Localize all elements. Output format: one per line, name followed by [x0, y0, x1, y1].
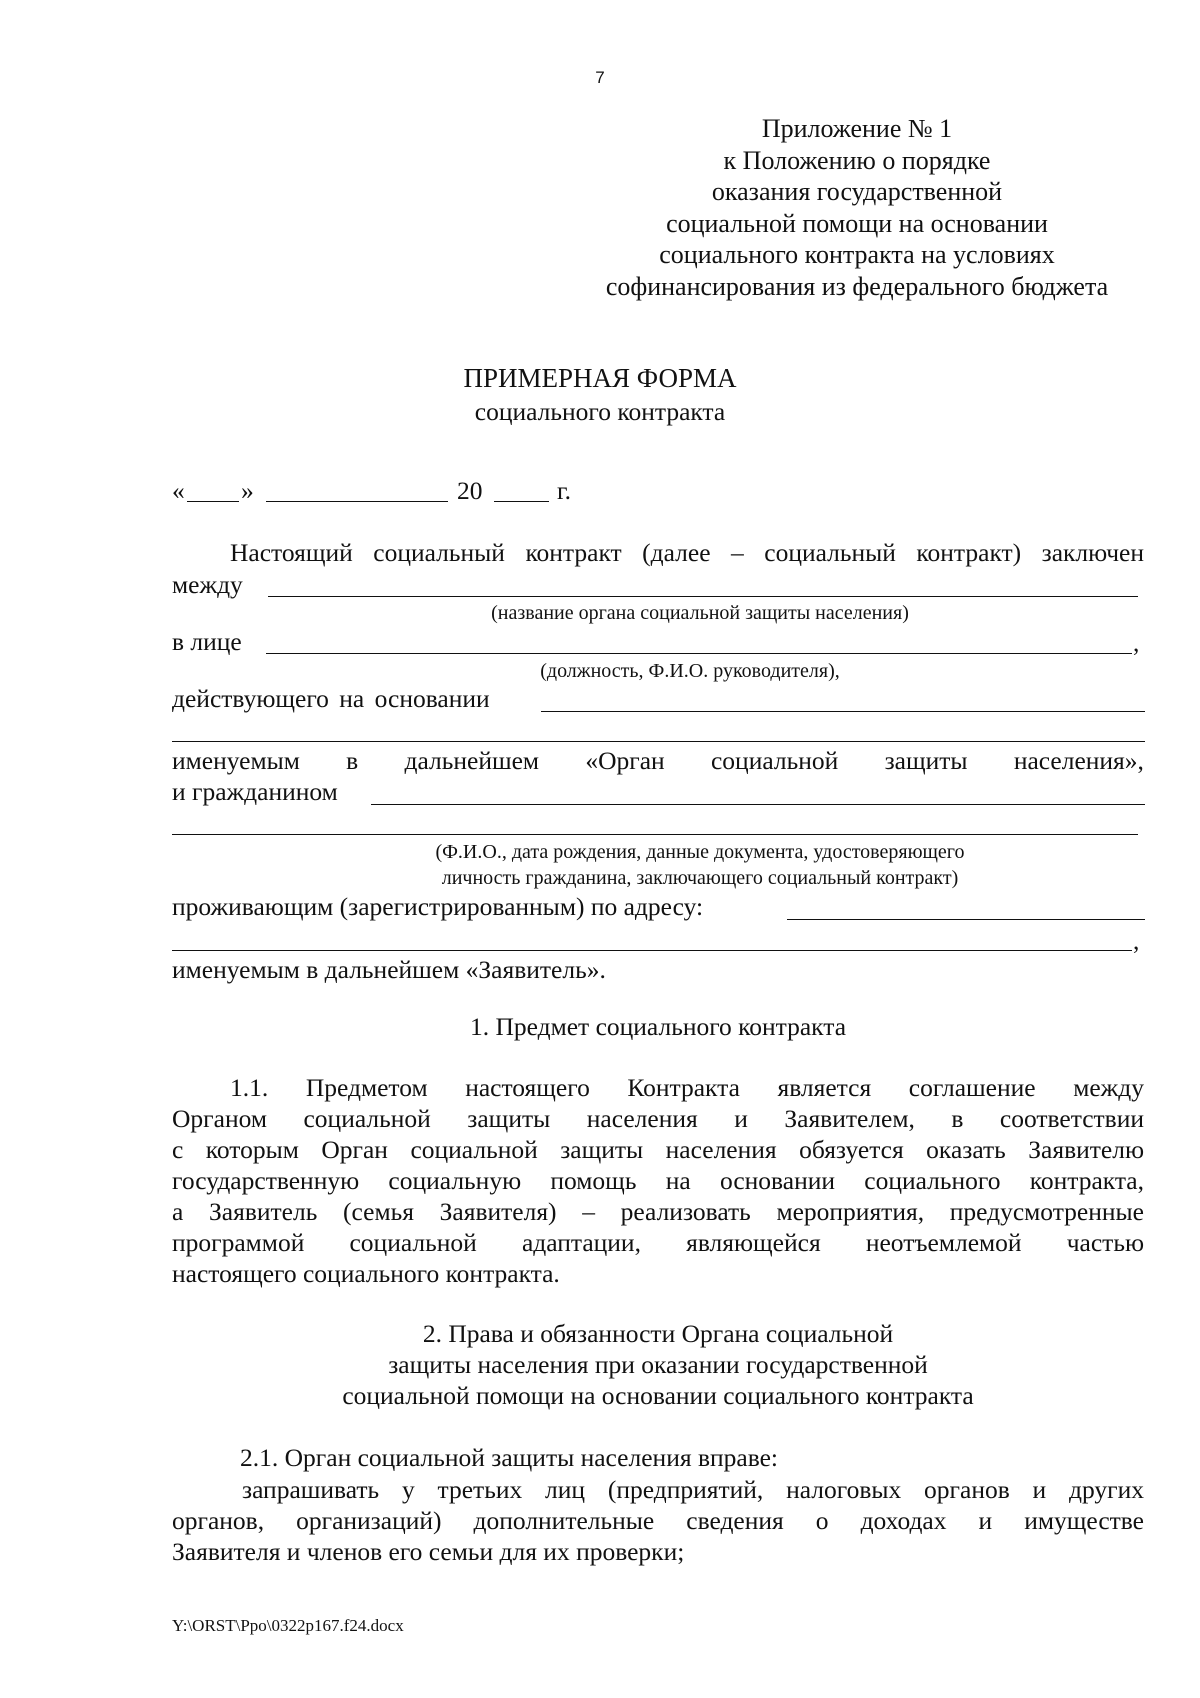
citizen-label: и гражданином — [172, 777, 338, 806]
address-blank[interactable] — [787, 919, 1145, 920]
organ-name-blank[interactable] — [268, 596, 1138, 597]
head-name-hint: (должность, Ф.И.О. руководителя), — [540, 660, 840, 682]
section-1-para-line: 1.1. Предметом настоящего Контракта является соглашение между — [230, 1073, 1144, 1102]
named-organ-word: именуемым — [172, 746, 300, 775]
named-organ-word: защиты — [884, 746, 968, 775]
basis-blank[interactable] — [541, 711, 1145, 712]
appendix-line: социальной помощи на основании — [666, 208, 1048, 238]
appendix-line: социального контракта на условиях — [659, 240, 1055, 269]
date-close-quote: » — [241, 476, 254, 505]
person-comma: , — [1133, 628, 1140, 657]
appendix-line: софинансирования из федерального бюджета — [605, 271, 1109, 301]
clause-2-1-item-line: Заявителя и членов его семьи для их проверки; — [172, 1537, 685, 1566]
basis-label: действующего на основании — [172, 684, 490, 713]
intro-text: Настоящий социальный контракт (далее – социальный контракт) заключен — [230, 538, 1144, 567]
form-title: ПРИМЕРНАЯ ФОРМА — [463, 363, 737, 393]
appendix-block — [560, 113, 1154, 302]
day-blank[interactable] — [187, 501, 239, 502]
section-1-para-line: Органом социальной защиты населения и Заявителем, в соответствии — [172, 1104, 1144, 1133]
named-organ-word: в — [346, 746, 359, 775]
year-suffix: г. — [557, 476, 571, 505]
form-subtitle: социального контракта — [474, 397, 726, 426]
citizen-blank-continuation[interactable] — [172, 834, 1138, 835]
section-2-heading-line: защиты населения при оказании государственной — [388, 1350, 928, 1379]
year-blank[interactable] — [494, 501, 549, 502]
address-blank-continuation[interactable] — [172, 950, 1132, 951]
citizen-hint-2: личность гражданина, заключающего социальный контракт) — [441, 867, 959, 889]
section-1-para-line: с которым Орган социальной защиты населения обязуется оказать Заявителю — [172, 1135, 1144, 1164]
section-2-heading-line: 2. Права и обязанности Органа социальной — [422, 1319, 894, 1348]
section-1-para-line: настоящего социального контракта. — [172, 1259, 560, 1288]
address-label: проживающим (зарегистрированным) по адресу: — [172, 892, 704, 921]
person-label: в лице — [172, 627, 242, 656]
head-name-blank[interactable] — [266, 653, 1132, 654]
appendix-line: оказания государственной — [711, 177, 1003, 206]
clause-2-1-item-line: органов, организаций) дополнительные сведения о доходах и имуществе — [172, 1506, 1144, 1535]
date-open-quote: « — [172, 476, 185, 505]
named-organ-word: социальной — [710, 746, 839, 775]
citizen-hint-1: (Ф.И.О., дата рождения, данные документа, удостоверяющего — [435, 841, 965, 863]
named-organ-line — [172, 745, 1144, 776]
clause-2-1-item-line: запрашивать у третьих лиц (предприятий, налоговых органов и других — [242, 1475, 1144, 1504]
clause-2-1: 2.1. Орган социальной защиты населения вправе: — [240, 1443, 778, 1472]
page-number: 7 — [595, 68, 605, 87]
section-1-para-line: программой социальной адаптации, являющейся неотъемлемой частью — [172, 1228, 1144, 1257]
between-label: между — [172, 570, 243, 599]
citizen-blank[interactable] — [371, 804, 1145, 805]
appendix-line: к Положению о порядке — [723, 145, 991, 175]
named-organ-word: дальнейшем — [404, 746, 540, 775]
section-2-heading-line: социальной помощи на основании социального контракта — [342, 1381, 974, 1410]
section-1-para-line: государственную социальную помощь на основании социального контракта, — [172, 1166, 1144, 1195]
named-applicant: именуемым в дальнейшем «Заявитель». — [172, 955, 606, 984]
section-1-heading: 1. Предмет социального контракта — [469, 1012, 847, 1041]
footer-file-path: Y:\ORST\Ppo\0322p167.f24.docx — [172, 1616, 404, 1635]
appendix-line: Приложение № 1 — [761, 114, 953, 143]
organ-name-hint: (название органа социальной защиты населения) — [491, 602, 909, 624]
named-organ-word: «Орган — [585, 746, 665, 775]
month-blank[interactable] — [266, 501, 448, 502]
year-prefix: 20 — [457, 476, 483, 505]
section-1-para-line: а Заявитель (семья Заявителя) – реализовать мероприятия, предусмотренные — [172, 1197, 1144, 1226]
address-comma: , — [1133, 926, 1140, 955]
named-organ-word: населения», — [1013, 746, 1144, 775]
basis-blank-continuation[interactable] — [172, 741, 1145, 742]
